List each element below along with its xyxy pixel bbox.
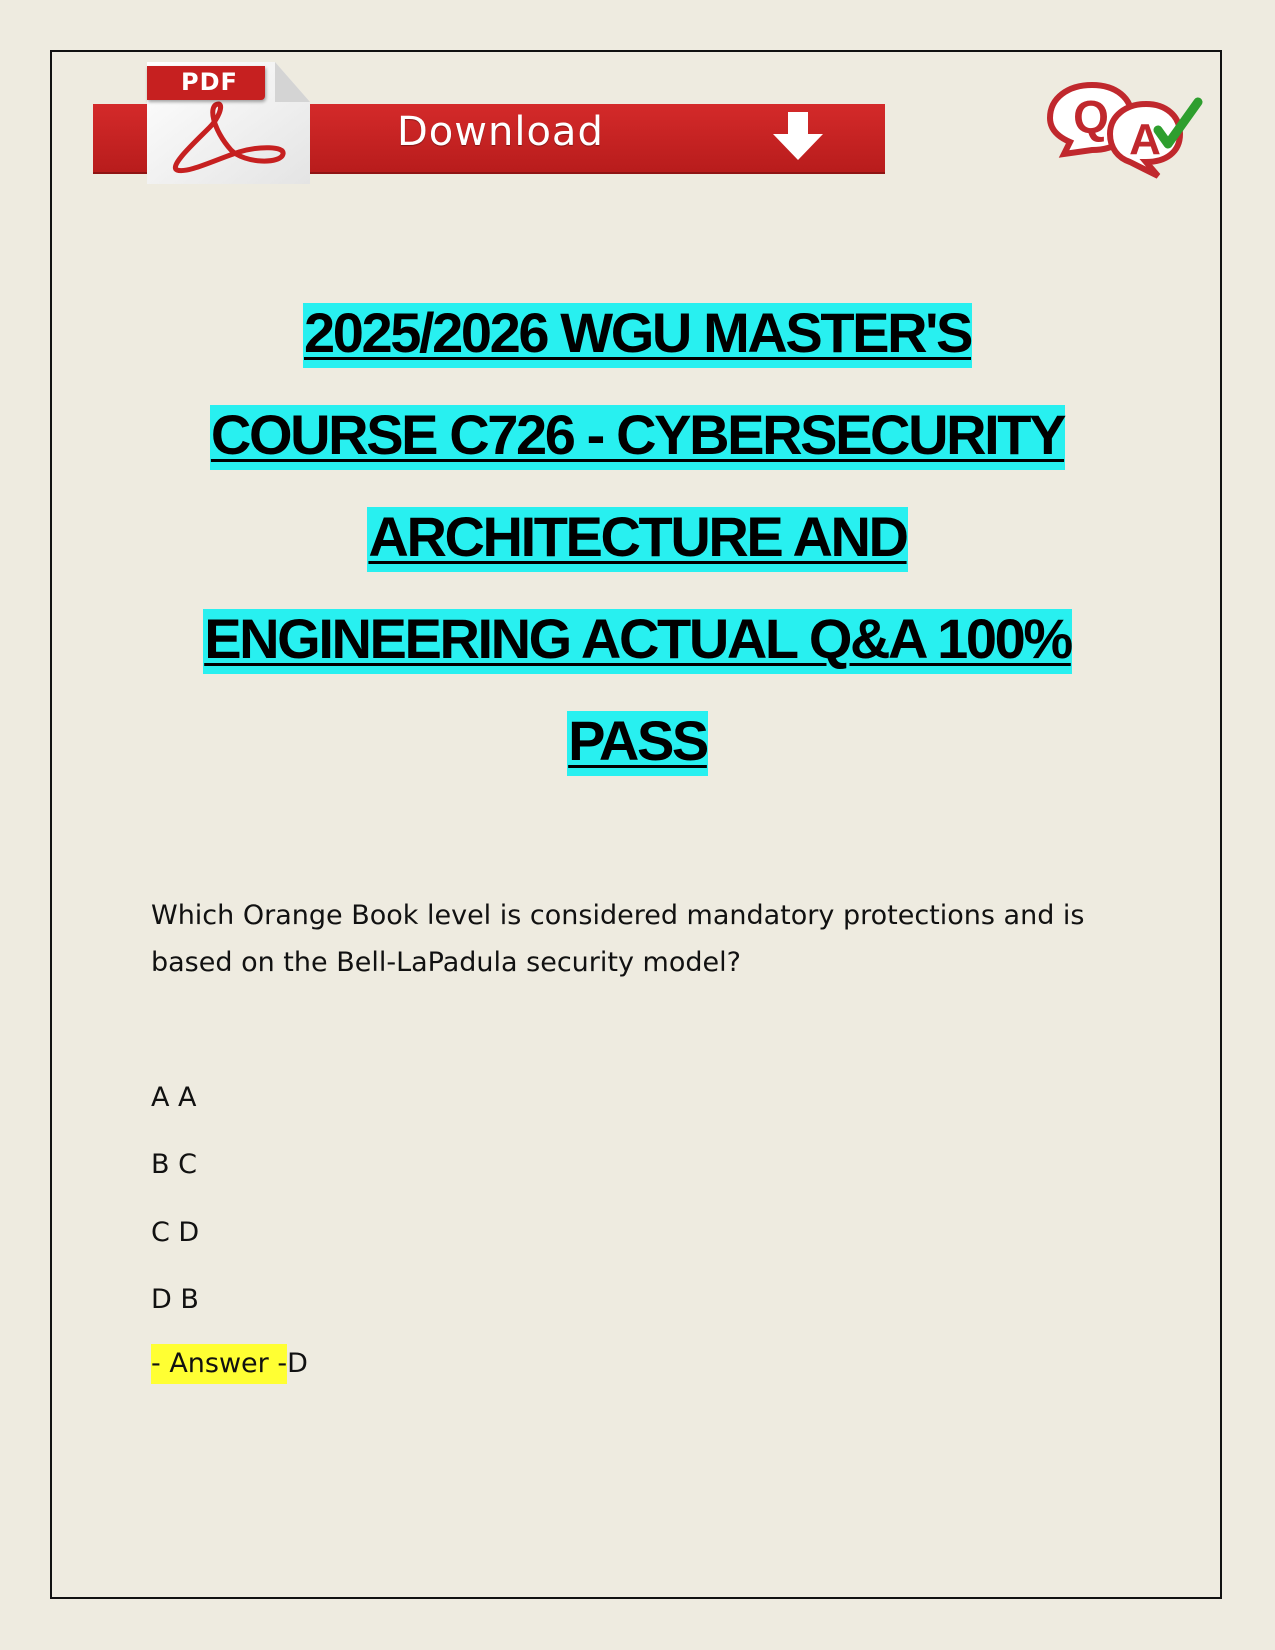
title-line: COURSE C726 - CYBERSECURITY [60,405,1215,507]
title-line: ARCHITECTURE AND [60,507,1215,609]
logo-q-letter: Q [1073,91,1109,143]
question-line: Which Orange Book level is considered mandatory protections and is [151,900,1085,931]
pdf-badge [147,66,265,100]
logo-a-letter: A [1129,115,1161,164]
qa-logo-icon [1040,80,1208,180]
download-arrow-icon [771,112,825,162]
pdf-document-icon [147,62,310,184]
document-title [60,303,1215,813]
title-line: 2025/2026 WGU MASTER'S [60,303,1215,405]
question-line: based on the Bell-LaPadula security model? [151,947,741,978]
answer-label: - Answer - [151,1344,287,1384]
pdf-badge-label: PDF [181,68,238,96]
download-label: Download [397,109,604,155]
option-b: B C [151,1149,197,1180]
option-a: A A [151,1082,197,1113]
title-line: PASS [60,711,1215,813]
title-line: ENGINEERING ACTUAL Q&A 100% [60,609,1215,711]
option-d: D B [151,1284,199,1315]
pdf-download-banner[interactable] [93,60,885,184]
question-text [151,892,1111,986]
answer-value: D [287,1348,308,1379]
option-c: C D [151,1217,200,1248]
answer-line [151,1350,308,1377]
